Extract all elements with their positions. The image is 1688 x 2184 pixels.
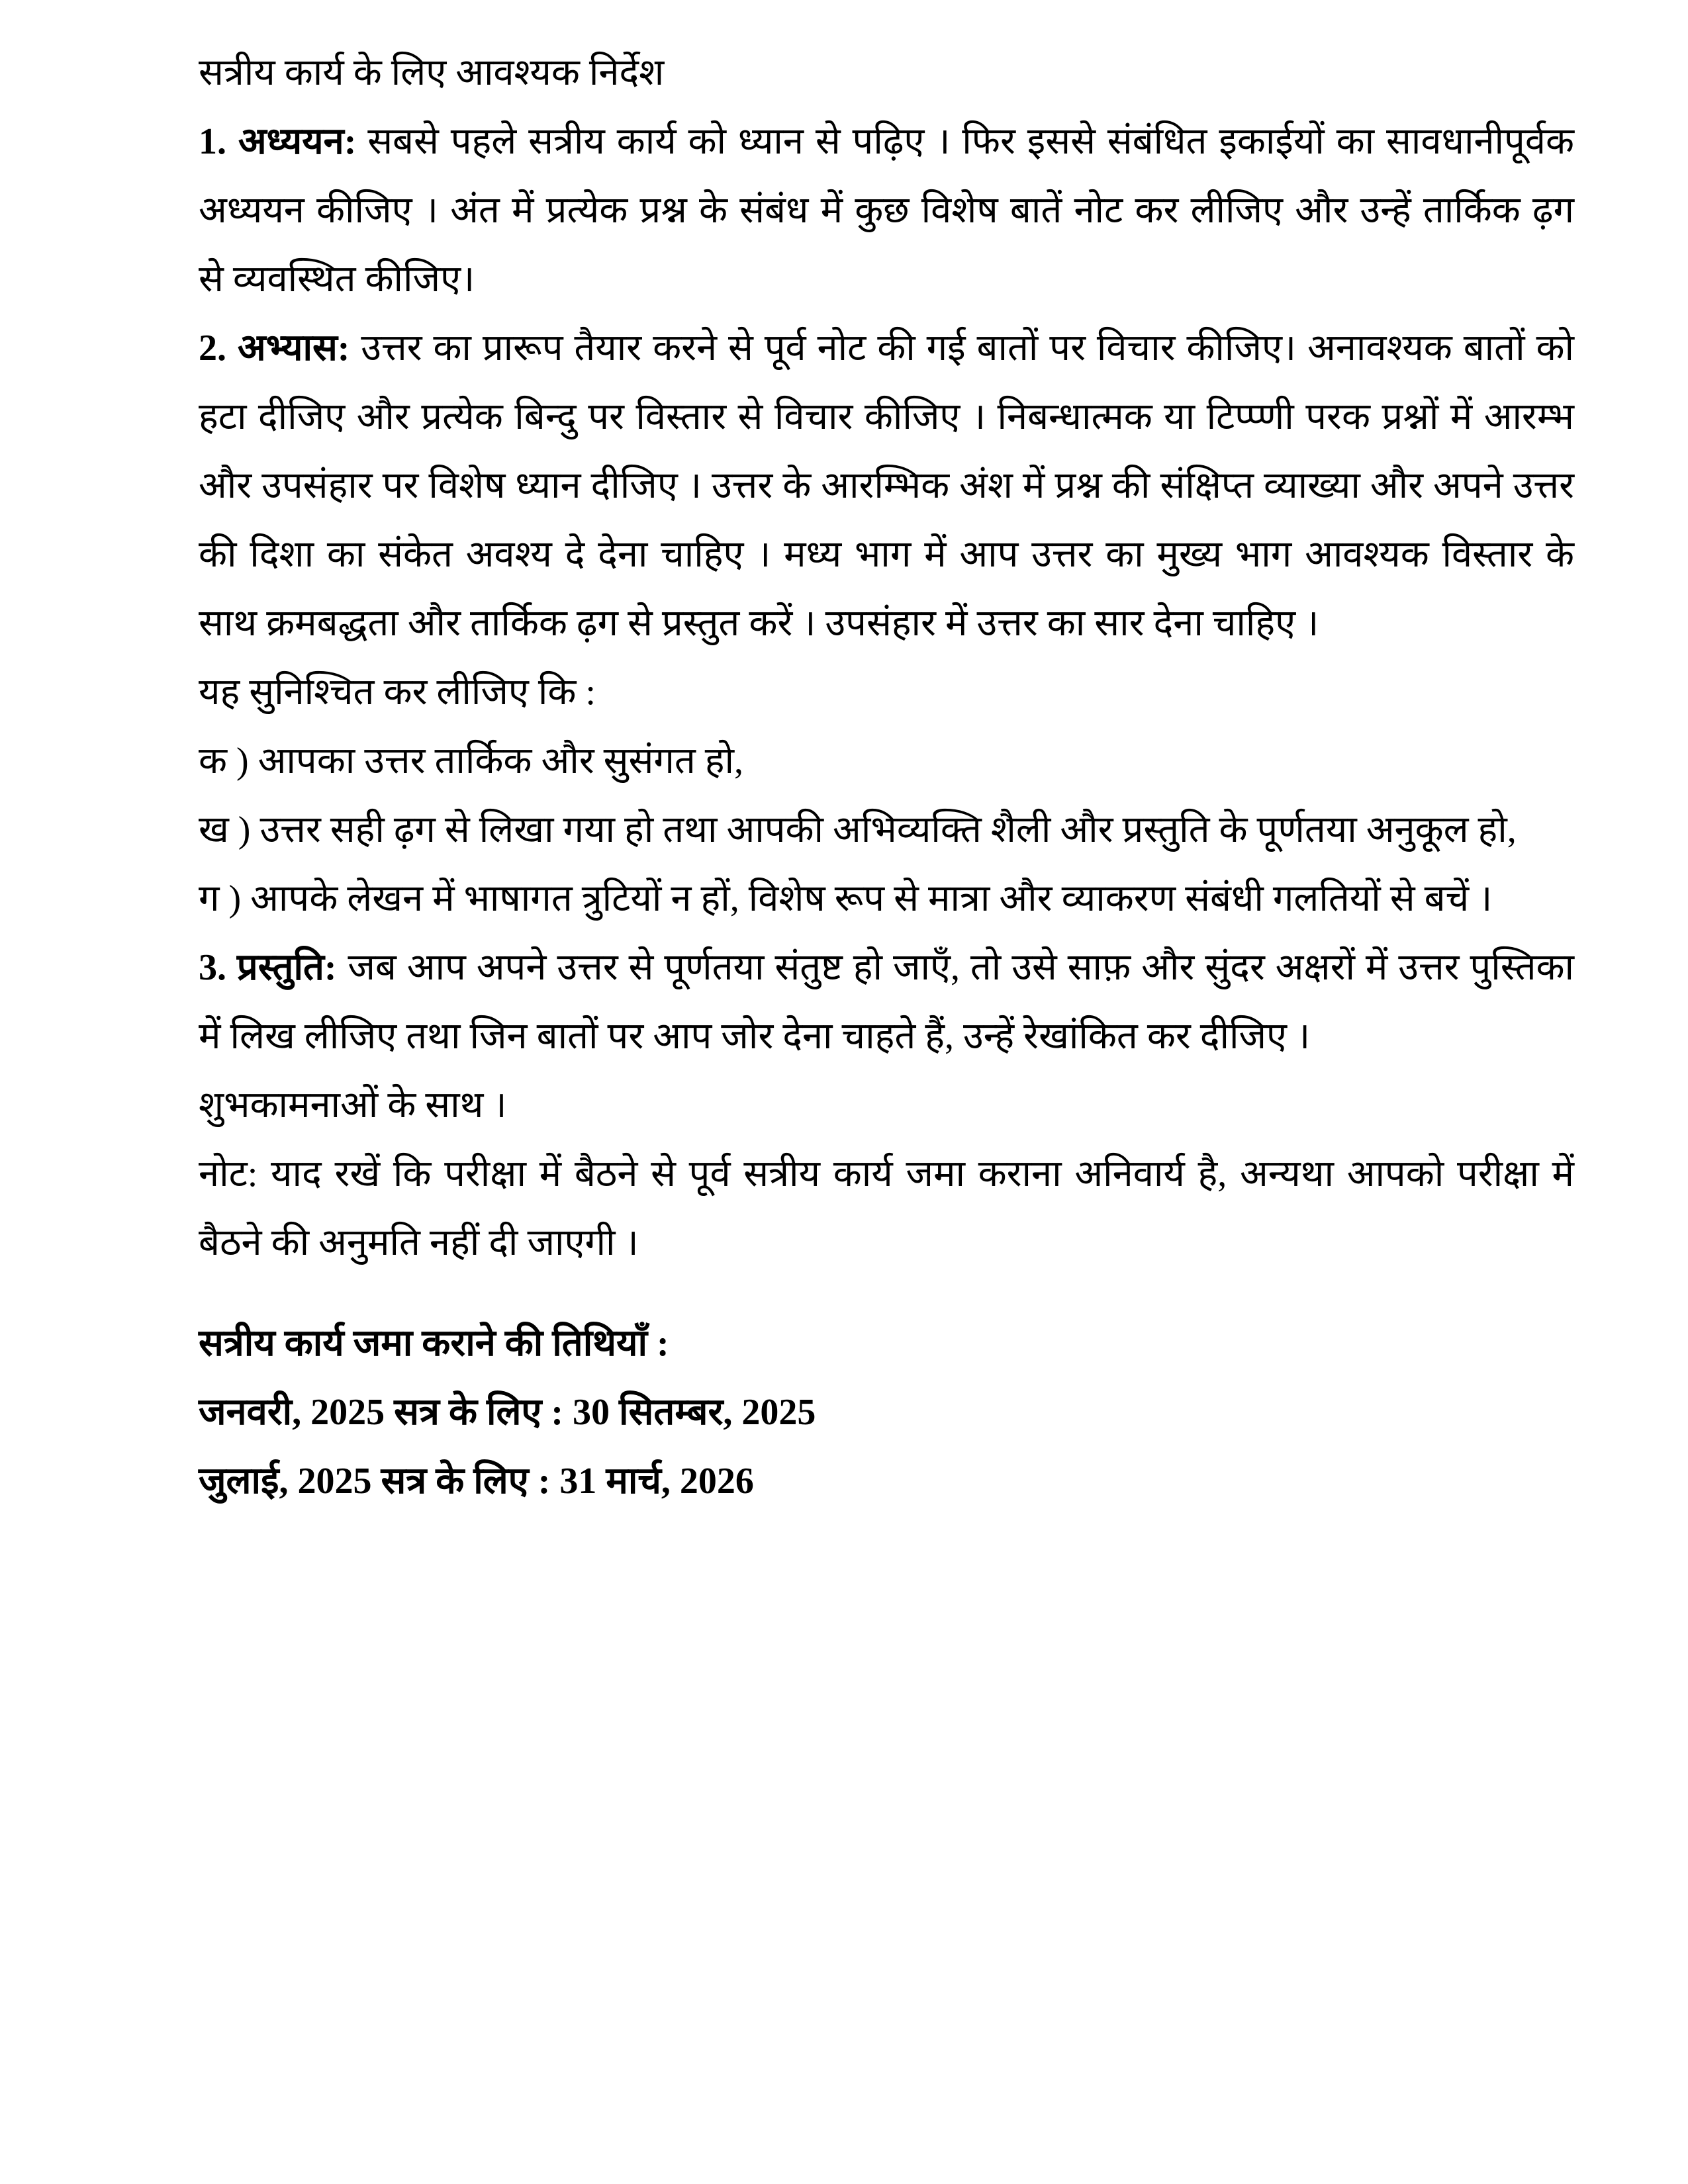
text-line: से व्यवस्थित कीजिए। [199,259,475,300]
item-3-label: 3. प्रस्तुति: [199,947,337,988]
text-line: यह सुनिश्चित कर लीजिए कि : [199,672,596,713]
list-item-ka: क ) आपका उत्तर तार्किक और सुसंगत हो, [199,741,744,782]
text-line [199,933,1574,1002]
submission-dates-section [199,1309,1574,1516]
text-line: साथ क्रमबद्धता और तार्किक ढ़ग से प्रस्तुत करें । उपसंहार में उत्तर का सार देना चाहिए । [199,603,1319,644]
date-item: जनवरी, 2025 सत्र के लिए : 30 सितम्बर, 2025 [199,1392,816,1433]
text-line: शुभकामनाओं के साथ । [199,1085,507,1126]
document-body [199,38,1574,1516]
line-text: उत्तर का प्रारूप तैयार करने से पूर्व नोट की गई बातों पर विचार कीजिए। अनावश्यक बातों को [361,328,1574,369]
text-line: की दिशा का संकेत अवश्य दे देना चाहिए । मध्य भाग में आप उत्तर का मुख्य भाग आवश्यक विस्तार के [199,534,1574,575]
text-line: में लिख लीजिए तथा जिन बातों पर आप जोर देना चाहते हैं, उन्हें रेखांकित कर दीजिए । [199,1016,1311,1057]
text-line [199,107,1574,176]
item-2-label: 2. अभ्यास: [199,328,350,369]
note-line: नोट: याद रखें कि परीक्षा में बैठने से पूर्व सत्रीय कार्य जमा कराना अनिवार्य है, अन्यथा आपको परीक्षा में [199,1154,1574,1195]
line-text: सबसे पहले सत्रीय कार्य को ध्यान से पढ़िए । फिर इससे संबंधित इकाईयों का सावधानीपूर्वक [367,121,1575,162]
line-text: जब आप अपने उत्तर से पूर्णतया संतुष्ट हो जाएँ, तो उसे साफ़ और सुंदर अक्षरों में उत्तर पुस्तिका [348,947,1575,988]
text-line [199,314,1574,383]
page-title: सत्रीय कार्य के लिए आवश्यक निर्देश [199,52,665,93]
item-1-label: 1. अध्ययन: [199,121,357,162]
text-line: अध्ययन कीजिए । अंत में प्रत्येक प्रश्न के संबंध में कुछ विशेष बातें नोट कर लीजिए और उन्हें तार्किक ढ़ग [199,190,1574,231]
text-line: हटा दीजिए और प्रत्येक बिन्दु पर विस्तार से विचार कीजिए । निबन्धात्मक या टिप्प्णी परक प्रश्नों में आरम्भ [199,396,1574,437]
note-line: बैठने की अनुमति नहीं दी जाएगी । [199,1222,639,1263]
text-line: और उपसंहार पर विशेष ध्यान दीजिए । उत्तर के आरम्भिक अंश में प्रश्न की संक्षिप्त व्याख्या और अपने उत्तर [199,465,1574,506]
list-item-ga: ग ) आपके लेखन में भाषागत त्रुटियों न हों, विशेष रूप से मात्रा और व्याकरण संबंधी गलतियों से बचें । [199,878,1493,919]
date-item: जुलाई, 2025 सत्र के लिए : 31 मार्च, 2026 [199,1461,754,1502]
list-item-kha: ख ) उत्तर सही ढ़ग से लिखा गया हो तथा आपकी अभिव्यक्ति शैली और प्रस्तुति के पूर्णतया अनुकूल हो, [199,809,1517,850]
dates-heading: सत्रीय कार्य जमा कराने की तिथियाँ : [199,1323,669,1364]
